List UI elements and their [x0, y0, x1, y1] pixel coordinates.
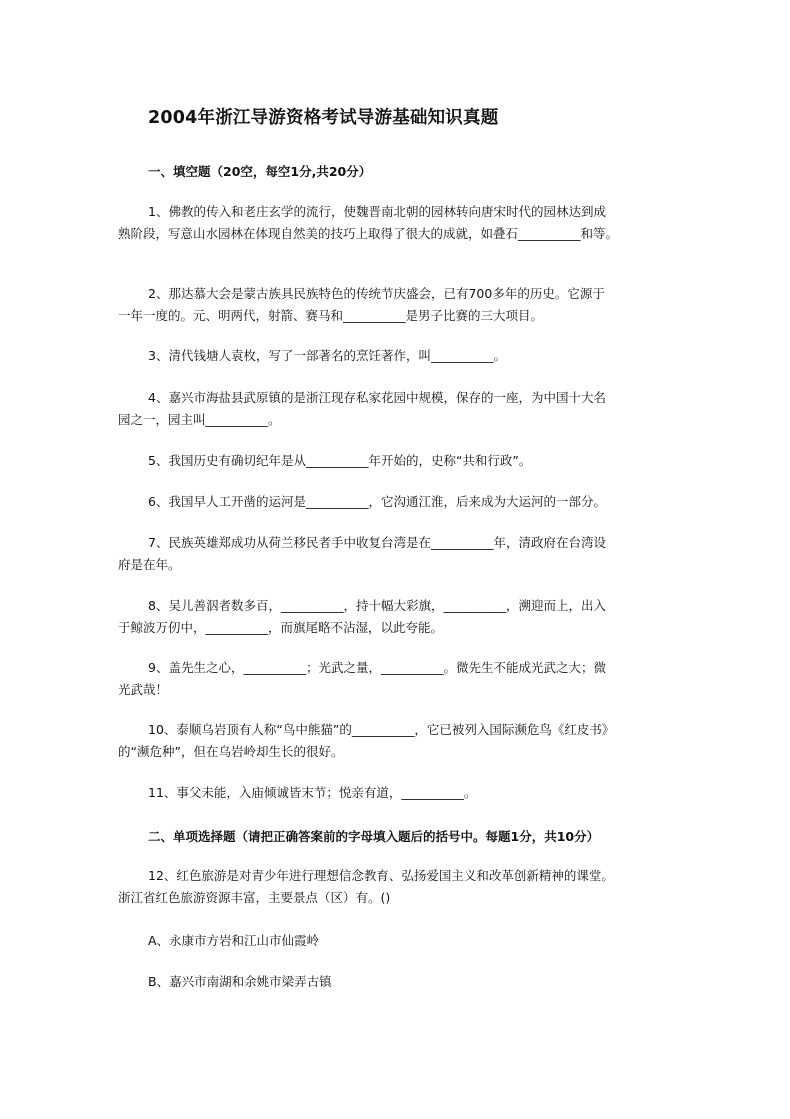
question-line: 于鲸波万仞中，__________，而旗尾略不沾湿，以此夸能。 — [118, 620, 444, 635]
page-title: 2004年浙江导游资格考试导游基础知识真题 — [148, 108, 499, 128]
question-10 — [118, 719, 678, 763]
question-line: 的“濒危种”，但在乌岩岭却生长的很好。 — [118, 744, 344, 759]
question-line: 府是在年。 — [118, 557, 181, 572]
question-line: 10、泰顺乌岩顶有人称“鸟中熊猫”的__________，它已被列入国际濒危鸟《红皮书》 — [148, 722, 615, 737]
section-heading-fill-in: 一、填空题（20空，每空1分,共20分） — [148, 164, 372, 179]
question-line: 1、佛教的传入和老庄玄学的流行，使魏晋南北朝的园林转向唐宋时代的园林达到成 — [148, 204, 606, 219]
question-2 — [118, 283, 678, 327]
question-line: 12、红色旅游是对青少年进行理想信念教育、弘扬爱国主义和改革创新精神的课堂。 — [148, 868, 614, 883]
question-line: 4、嘉兴市海盐县武原镇的是浙江现存私家花园中规模，保存的一座，为中国十大名 — [148, 390, 606, 405]
question-1 — [118, 201, 678, 245]
question-line: 8、吴儿善泅者数多百，__________，持十幅大彩旗，__________，溯迎而上，出入 — [148, 598, 606, 613]
question-4 — [118, 387, 678, 431]
question-line: 9、盖先生之心，__________；光武之量，__________。微先生不能成光武之大；微 — [148, 660, 606, 675]
question-line: 熟阶段，写意山水园林在体现自然美的技巧上取得了很大的成就，如叠石__________和等。 — [118, 226, 619, 241]
option-b: B、嘉兴市南湖和余姚市梁弄古镇 — [148, 974, 332, 989]
question-line: 6、我国早人工开凿的运河是__________，它沟通江淮，后来成为大运河的一部分。 — [148, 494, 606, 509]
question-7 — [118, 532, 678, 576]
question-line: 一年一度的。元、明两代，射箭、赛马和__________是男子比赛的三大项目。 — [118, 308, 544, 323]
question-9 — [118, 657, 678, 701]
section-heading-single-choice: 二、单项选择题（请把正确答案前的字母填入题后的括号中。每题1分，共10分） — [148, 829, 600, 844]
question-3 — [118, 345, 678, 367]
question-line: 3、清代钱塘人袁枚，写了一部著名的烹饪著作，叫__________。 — [148, 348, 506, 363]
question-line: 园之一，园主叫__________。 — [118, 412, 281, 427]
question-line: 2、那达慕大会是蒙古族具民族特色的传统节庆盛会，已有700多年的历史。它源于 — [148, 286, 605, 301]
question-line: 光武哉！ — [118, 682, 169, 697]
question-11 — [118, 782, 678, 804]
question-line: 5、我国历史有确切纪年是从__________年开始的，史称“共和行政”。 — [148, 453, 532, 468]
question-line: 7、民族英雄郑成功从荷兰移民者手中收复台湾是在__________年，清政府在台湾设 — [148, 535, 606, 550]
option-a: A、永康市方岩和江山市仙霞岭 — [148, 933, 320, 948]
question-8 — [118, 595, 678, 639]
question-5 — [118, 450, 678, 472]
question-line: 浙江省红色旅游资源丰富，主要景点（区）有。() — [118, 890, 391, 905]
question-6 — [118, 491, 678, 513]
question-line: 11、事父未能，入庙倾诚皆末节；悦亲有道，__________。 — [148, 785, 477, 800]
question-12 — [118, 865, 678, 909]
